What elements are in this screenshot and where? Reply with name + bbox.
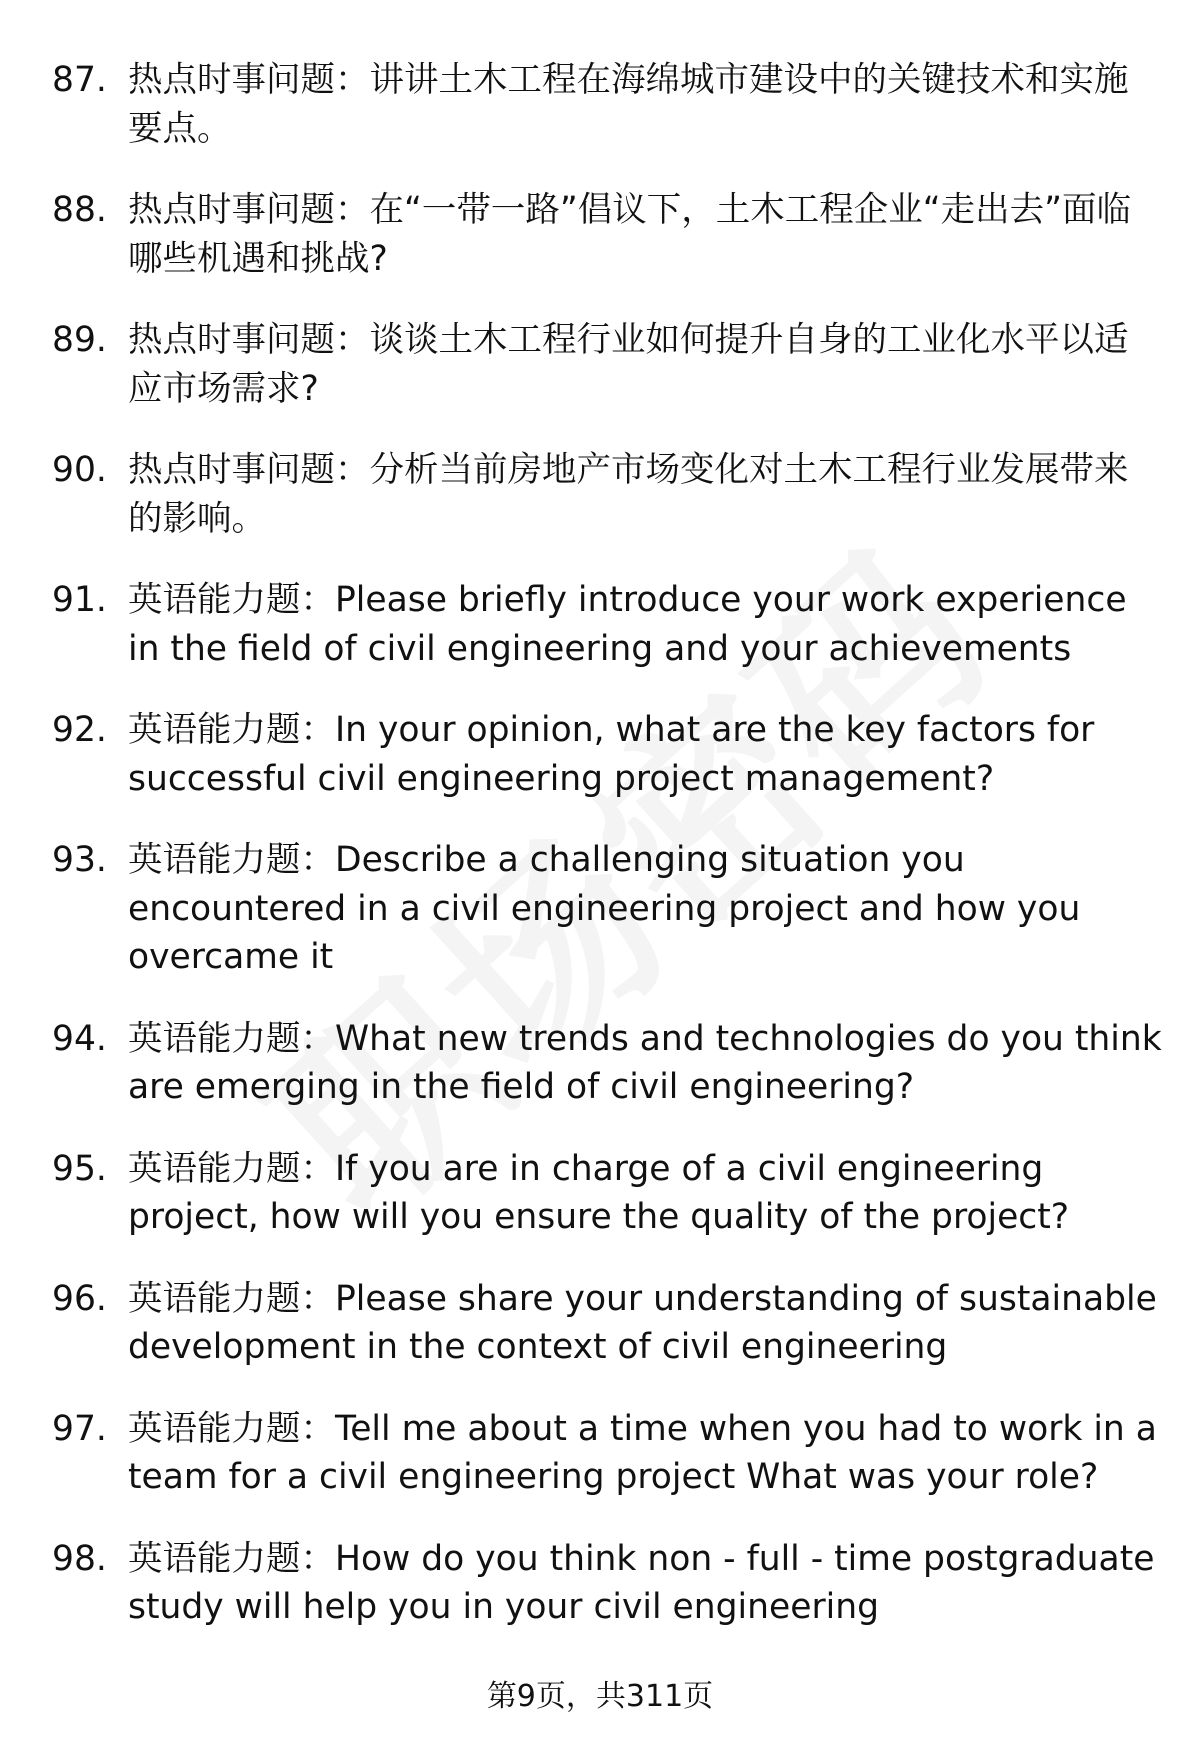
question-text: 热点时事问题：分析当前房地产市场变化对土木工程行业发展带来的影响。 — [128, 450, 1129, 539]
list-item — [52, 316, 1162, 413]
question-number: 94. — [52, 1018, 107, 1059]
question-text: 英语能力题：What new trends and technologies do you think are emerging in the field of civil engineering? — [128, 1018, 1162, 1107]
question-text: 英语能力题：Describe a challenging situation you encountered in a civil engineering project and how you overcame it — [128, 840, 1081, 977]
question-number: 97. — [52, 1408, 107, 1449]
list-item — [52, 446, 1162, 543]
question-text: 英语能力题：Tell me about a time when you had to work in a team for a civil engineering project What was your role? — [128, 1408, 1157, 1497]
question-number: 87. — [52, 60, 107, 100]
question-text: 英语能力题：If you are in charge of a civil engineering project, how will you ensure the quality of the project? — [128, 1148, 1070, 1237]
question-text: 英语能力题：Please briefly introduce your work experience in the field of civil engineering and your achievements — [128, 580, 1127, 669]
question-number: 96. — [52, 1278, 107, 1319]
question-number: 92. — [52, 710, 107, 750]
list-item — [52, 1405, 1162, 1502]
list-item — [52, 1275, 1162, 1372]
question-text: 热点时事问题：在“一带一路”倡议下，土木工程企业“走出去”面临哪些机遇和挑战? — [128, 190, 1131, 279]
list-item — [52, 706, 1162, 803]
question-list — [52, 56, 1162, 1665]
question-text: 英语能力题：How do you think non - full - time postgraduate study will help you in your civil engineering — [128, 1538, 1155, 1627]
question-number: 95. — [52, 1148, 107, 1189]
list-item — [52, 1015, 1162, 1112]
list-item — [52, 56, 1162, 153]
question-text: 英语能力题：Please share your understanding of sustainable development in the context of civil engineering — [128, 1278, 1157, 1367]
question-text: 热点时事问题：讲讲土木工程在海绵城市建设中的关键技术和实施要点。 — [128, 60, 1129, 149]
page-number-footer: 第9页，共311页 — [486, 1679, 714, 1714]
list-item — [52, 1145, 1162, 1242]
question-number: 91. — [52, 580, 107, 620]
list-item — [52, 836, 1162, 982]
list-item — [52, 1535, 1162, 1632]
list-item — [52, 576, 1162, 673]
question-number: 89. — [52, 320, 107, 360]
question-text: 英语能力题：In your opinion, what are the key factors for successful civil engineering project management? — [128, 710, 1095, 799]
question-number: 90. — [52, 450, 107, 490]
question-number: 93. — [52, 840, 107, 880]
question-text: 热点时事问题：谈谈土木工程行业如何提升自身的工业化水平以适应市场需求? — [128, 320, 1129, 409]
list-item — [52, 186, 1162, 283]
question-number: 88. — [52, 190, 107, 230]
question-number: 98. — [52, 1538, 107, 1579]
